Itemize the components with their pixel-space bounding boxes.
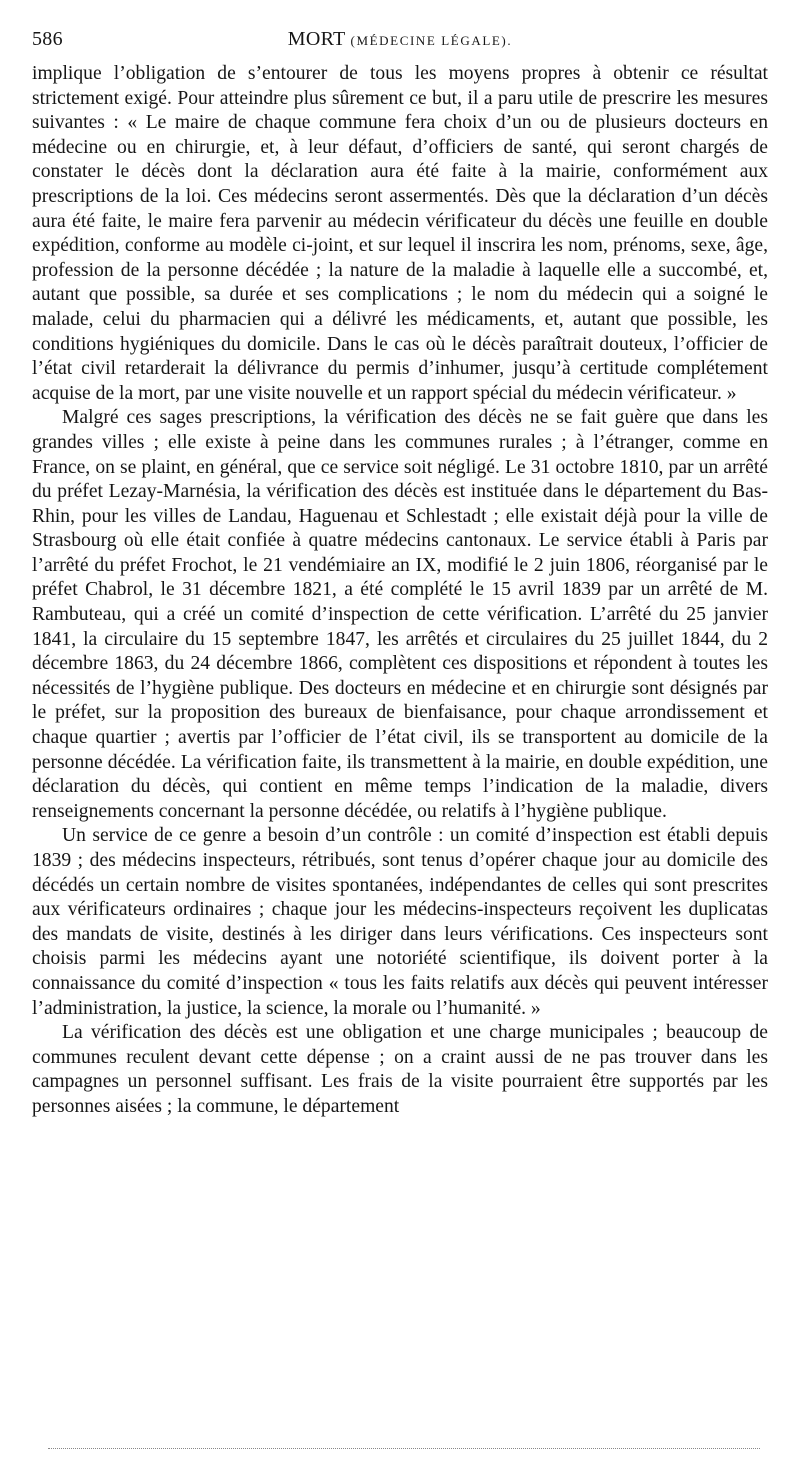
paragraph: Un service de ce genre a besoin d’un contrôle : un comité d’inspection est établi depuis 1839 ; des médecins inspecteurs, rétribués, sont tenus d’opérer chaque jour au domicile des décédés un certain nombre de visites spontanées, indépendantes de celles qui sont prescrites aux vérificateurs ordinaires ; chaque jour les médecins-inspecteurs reçoivent les duplicatas des mandats de visite, destinés à les diriger dans leurs vérifications. Ces inspecteurs sont choisis parmi les médecins ayant une notoriété scientifique, ils doivent porter à la connaissance du comité d’inspection « tous les faits relatifs aux décès qui peuvent intéresser l’administration, la justice, la science, la morale ou l’humanité. » (32, 825, 768, 1019)
running-title-sub: (MÉDECINE LÉGALE). (350, 33, 513, 48)
running-title-main: MORT (287, 28, 346, 50)
paragraph: La vérification des décès est une obligation et une charge municipales ; beaucoup de communes reculent devant cette dépense ; on a craint aussi de ne pas trouver dans les campagnes un personnel suffisant. Les frais de la visite pourraient être supportés par les personnes aisées ; la commune, le département (32, 1022, 768, 1117)
paragraph-continued: implique l’obligation de s’entourer de tous les moyens propres à obtenir ce résultat strictement exigé. Pour atteindre plus sûrement ce but, il a paru utile de prescrire les mesures suivantes : « Le maire de chaque commune fera choix d’un ou de plusieurs docteurs en médecine ou en chirurgie, et, à leur défaut, d’officiers de santé, qui seront chargés de constater le décès dont la déclaration aura été faite à la mairie, conformément aux prescriptions de la loi. Ces médecins seront assermentés. Dès que la déclaration d’un décès aura été faite, le maire fera parvenir au médecin vérificateur du décès une feuille en double expédition, conforme au modèle ci-joint, et sur lequel il inscrira les nom, prénoms, sexe, âge, profession de la personne décédée ; la nature de la maladie à laquelle elle a succombé, et, autant que possible, sa durée et ses complications ; le nom du médecin qui a soigné le malade, celui du pharmacien qui a délivré les médicaments, et, autant que possible, les conditions hygiéniques du domicile. Dans le cas où le décès paraîtrait douteux, l’officier de l’état civil retarderait la délivrance du permis d’inhumer, jusqu’à certitude complétement acquise de la mort, par une visite nouvelle et un rapport spécial du médecin vérificateur. » (32, 63, 768, 404)
running-header (32, 28, 768, 54)
page-number: 586 (32, 28, 63, 50)
running-title (32, 28, 768, 51)
paragraph: Malgré ces sages prescriptions, la vérification des décès ne se fait guère que dans les grandes villes ; elle existe à peine dans les communes rurales ; à l’étranger, comme en France, on se plaint, en général, que ce service soit négligé. Le 31 octobre 1810, par un arrêté du préfet Lezay-Marnésia, la vérification des décès est instituée dans le département du Bas-Rhin, pour les villes de Landau, Haguenau et Schlestadt ; elle existait déjà pour la ville de Strasbourg où elle était confiée à quatre médecins cantonaux. Le service établi à Paris par l’arrêté du préfet Frochot, le 21 vendémiaire an IX, modifié le 2 juin 1806, réorganisé par le préfet Chabrol, le 31 décembre 1821, a été complété le 15 avril 1839 par un arrêté de M. Rambuteau, qui a créé un comité d’inspection de cette vérification. L’arrêté du 25 janvier 1841, la circulaire du 15 septembre 1847, les arrêtés et circulaires du 25 juillet 1844, du 2 décembre 1863, du 24 décembre 1866, complètent ces dispositions et répondent à toutes les nécessités de l’hygiène publique. Des docteurs en médecine et en chirurgie sont désignés par le préfet, sur la proposition des bureaux de bienfaisance, pour chaque arrondissement et chaque quartier ; avertis par l’officier de l’état civil, ils se transportent au domicile de la personne décédée. La vérification faite, ils transmettent à la mairie, en double expédition, une déclaration du décès, qui contient en même temps l’indication de la maladie, divers renseignements concernant la personne décédée, ou relatifs à l’hygiène publique. (32, 407, 768, 822)
body-text (32, 62, 768, 1120)
footer-rule (48, 1448, 760, 1449)
